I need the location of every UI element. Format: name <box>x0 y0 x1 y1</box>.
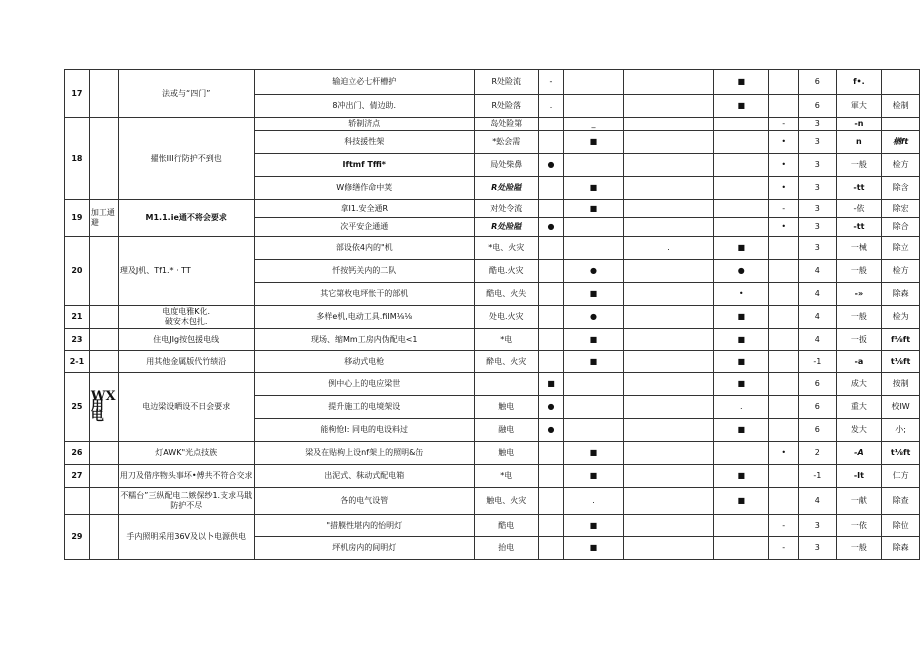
control-cell: 除立 <box>882 237 920 260</box>
mark-cell-5: • <box>769 218 799 237</box>
hazard-cell: 灯AWK"光点技族 <box>118 442 254 465</box>
level-cell: 一献 <box>836 488 882 515</box>
accident-cell: 对处令流 <box>474 200 538 218</box>
table-row <box>65 373 920 396</box>
mark-cell-5 <box>769 419 799 442</box>
item-cell: 例中心上的电应梁世 <box>254 373 474 396</box>
accident-cell: 岛处险第 <box>474 118 538 131</box>
accident-cell: 触电、火灾 <box>474 488 538 515</box>
mark-cell-2: ● <box>564 306 623 329</box>
mark-cell-4: • <box>714 283 769 306</box>
item-cell: 梁及在贴枸上设nf架上的照明&缶 <box>254 442 474 465</box>
mark-cell-5: - <box>769 515 799 537</box>
mark-cell-3 <box>623 442 714 465</box>
level-cell: -依 <box>836 200 882 218</box>
score-cell: 3 <box>799 237 837 260</box>
accident-cell: 触电 <box>474 396 538 419</box>
table-row <box>65 488 920 515</box>
mark-cell-2: ■ <box>564 442 623 465</box>
level-cell: 一般 <box>836 260 882 283</box>
row-number: 27 <box>65 465 90 488</box>
mark-cell-5 <box>769 351 799 373</box>
accident-cell: 融电 <box>474 419 538 442</box>
mark-cell-2: ■ <box>564 537 623 560</box>
item-cell: 出泥式、秣动式配电箱 <box>254 465 474 488</box>
control-cell: 除含 <box>882 177 920 200</box>
score-cell: 3 <box>799 131 837 154</box>
control-cell: 按制 <box>882 373 920 396</box>
control-cell: 除合 <box>882 218 920 237</box>
mark-cell-5 <box>769 237 799 260</box>
mark-cell-4: ■ <box>714 465 769 488</box>
mark-cell-5 <box>769 95 799 118</box>
mark-cell-1 <box>538 306 564 329</box>
mark-cell-3 <box>623 200 714 218</box>
level-cell: -n <box>836 118 882 131</box>
mark-cell-5: • <box>769 177 799 200</box>
score-cell: 3 <box>799 177 837 200</box>
mark-cell-5 <box>769 306 799 329</box>
accident-cell: 触电 <box>474 442 538 465</box>
control-cell: 除查 <box>882 488 920 515</box>
mark-cell-5 <box>769 373 799 396</box>
item-cell: 忏按钙关内的二队 <box>254 260 474 283</box>
mark-cell-5 <box>769 329 799 351</box>
row-number <box>65 488 90 515</box>
table-row <box>65 70 920 95</box>
mark-cell-4: ■ <box>714 70 769 95</box>
mark-cell-3 <box>623 488 714 515</box>
hazard-cell: 手内照明采用36V及以卜电源供电 <box>118 515 254 560</box>
mark-cell-1 <box>538 537 564 560</box>
mark-cell-5: - <box>769 118 799 131</box>
mark-cell-4 <box>714 442 769 465</box>
item-cell: 拿I1.安全通R <box>254 200 474 218</box>
mark-cell-4: ■ <box>714 351 769 373</box>
table-row <box>65 465 920 488</box>
mark-cell-5: • <box>769 154 799 177</box>
mark-cell-4 <box>714 537 769 560</box>
mark-cell-3 <box>623 515 714 537</box>
row-number: 29 <box>65 515 90 560</box>
mark-cell-1 <box>538 465 564 488</box>
category-cell <box>89 329 118 351</box>
level-cell: 发大 <box>836 419 882 442</box>
category-cell <box>89 488 118 515</box>
mark-cell-3 <box>623 373 714 396</box>
mark-cell-3 <box>623 218 714 237</box>
mark-cell-4 <box>714 218 769 237</box>
level-cell: n <box>836 131 882 154</box>
mark-cell-4: ■ <box>714 306 769 329</box>
level-cell: 一依 <box>836 515 882 537</box>
mark-cell-5 <box>769 260 799 283</box>
mark-cell-5 <box>769 70 799 95</box>
row-number: 23 <box>65 329 90 351</box>
mark-cell-3 <box>623 306 714 329</box>
mark-cell-3 <box>623 118 714 131</box>
row-number: 2-1 <box>65 351 90 373</box>
mark-cell-3 <box>623 131 714 154</box>
level-cell: 一扳 <box>836 329 882 351</box>
accident-cell: *电 <box>474 465 538 488</box>
item-cell: 坪机房内的间明灯 <box>254 537 474 560</box>
accident-cell: R处险隘 <box>474 177 538 200</box>
mark-cell-1: - <box>538 70 564 95</box>
mark-cell-2: ● <box>564 260 623 283</box>
mark-cell-5 <box>769 396 799 419</box>
mark-cell-4 <box>714 177 769 200</box>
mark-cell-5 <box>769 465 799 488</box>
mark-cell-3 <box>623 419 714 442</box>
table-row <box>65 200 920 218</box>
mark-cell-1 <box>538 351 564 373</box>
mark-cell-3 <box>623 154 714 177</box>
accident-cell: *电 <box>474 329 538 351</box>
category-cell <box>89 442 118 465</box>
mark-cell-5: • <box>769 442 799 465</box>
level-cell: 軍大 <box>836 95 882 118</box>
category-cell <box>89 118 118 200</box>
mark-cell-2: ■ <box>564 465 623 488</box>
row-number: 19 <box>65 200 90 237</box>
mark-cell-3 <box>623 70 714 95</box>
mark-cell-5: • <box>769 131 799 154</box>
hazard-assessment-table <box>64 69 920 560</box>
hazard-cell: 擢怅III行防护不到也 <box>118 118 254 200</box>
accident-cell: 局处柴鼻 <box>474 154 538 177</box>
hazard-cell: 理及J机、Tf1.* · TT <box>118 237 254 306</box>
accident-cell: 酷电、火失 <box>474 283 538 306</box>
mark-cell-1 <box>538 237 564 260</box>
mark-cell-5: - <box>769 200 799 218</box>
mark-cell-1 <box>538 329 564 351</box>
item-cell: 8冲出门、倩边助. <box>254 95 474 118</box>
control-cell: 检为 <box>882 306 920 329</box>
hazard-cell: 法或与“四门” <box>118 70 254 118</box>
mark-cell-1: ● <box>538 419 564 442</box>
hazard-cell: 电边梁设晒设不日会要求 <box>118 373 254 442</box>
level-cell: 一般 <box>836 154 882 177</box>
mark-cell-3 <box>623 329 714 351</box>
category-cell <box>89 306 118 329</box>
mark-cell-4 <box>714 200 769 218</box>
row-number: 21 <box>65 306 90 329</box>
category-cell <box>89 515 118 560</box>
row-number: 25 <box>65 373 90 442</box>
accident-cell: R处险隘 <box>474 218 538 237</box>
mark-cell-1 <box>538 131 564 154</box>
score-cell: 6 <box>799 419 837 442</box>
control-cell: 楢ft <box>882 131 920 154</box>
score-cell: 3 <box>799 218 837 237</box>
control-cell: 仁方 <box>882 465 920 488</box>
mark-cell-1 <box>538 200 564 218</box>
hazard-cell: 住电JIg按包援电线 <box>118 329 254 351</box>
score-cell: 6 <box>799 95 837 118</box>
control-cell: t⅛ft <box>882 442 920 465</box>
control-cell: 检制 <box>882 95 920 118</box>
mark-cell-4 <box>714 154 769 177</box>
mark-cell-3 <box>623 283 714 306</box>
mark-cell-1 <box>538 488 564 515</box>
mark-cell-4 <box>714 131 769 154</box>
item-cell: 部设依4内的"机 <box>254 237 474 260</box>
mark-cell-5 <box>769 283 799 306</box>
hazard-cell: 不糯台”三纵配电二嫉保纱1.支求马戢 防护不尽 <box>118 488 254 515</box>
mark-cell-1 <box>538 442 564 465</box>
score-cell: 2 <box>799 442 837 465</box>
row-number: 18 <box>65 118 90 200</box>
score-cell: 3 <box>799 515 837 537</box>
accident-cell: 酷电 <box>474 515 538 537</box>
mark-cell-2 <box>564 154 623 177</box>
table-row <box>65 442 920 465</box>
item-cell: Iftmf Tffi* <box>254 154 474 177</box>
control-cell: 检方 <box>882 154 920 177</box>
hazard-cell: 用其他金属版代竹绩沿 <box>118 351 254 373</box>
control-cell: 校IW <box>882 396 920 419</box>
control-cell: 除森 <box>882 283 920 306</box>
level-cell: -A <box>836 442 882 465</box>
mark-cell-1 <box>538 118 564 131</box>
table-row <box>65 306 920 329</box>
mark-cell-4 <box>714 515 769 537</box>
item-cell: 科技援性架 <box>254 131 474 154</box>
score-cell: -1 <box>799 465 837 488</box>
mark-cell-2: ■ <box>564 329 623 351</box>
category-cell <box>89 237 118 306</box>
mark-cell-3 <box>623 351 714 373</box>
accident-cell: 抬电 <box>474 537 538 560</box>
category-cell: WX用电 <box>89 373 118 442</box>
level-cell: 一般 <box>836 537 882 560</box>
mark-cell-4: ■ <box>714 419 769 442</box>
table-row <box>65 118 920 131</box>
category-cell: 加工通避 <box>89 200 118 237</box>
mark-cell-1 <box>538 260 564 283</box>
score-cell: 4 <box>799 306 837 329</box>
control-cell <box>882 70 920 95</box>
level-cell: -a <box>836 351 882 373</box>
row-number: 26 <box>65 442 90 465</box>
item-cell: 现场、缩Mm工房内伪配电<1 <box>254 329 474 351</box>
table-row <box>65 515 920 537</box>
control-cell <box>882 118 920 131</box>
table-row <box>65 351 920 373</box>
accident-cell: 酔电、火灾 <box>474 351 538 373</box>
item-cell: 各的电气设管 <box>254 488 474 515</box>
hazard-cell: 电度电雅K化. 破安木包扎. <box>118 306 254 329</box>
category-cell <box>89 351 118 373</box>
mark-cell-1: ■ <box>538 373 564 396</box>
mark-cell-4: ■ <box>714 488 769 515</box>
accident-cell: 处电.火灾 <box>474 306 538 329</box>
accident-cell: *电、火灾 <box>474 237 538 260</box>
mark-cell-2 <box>564 419 623 442</box>
level-cell: f•. <box>836 70 882 95</box>
score-cell: 4 <box>799 329 837 351</box>
category-cell <box>89 465 118 488</box>
mark-cell-3 <box>623 537 714 560</box>
mark-cell-1 <box>538 515 564 537</box>
mark-cell-3: . <box>623 237 714 260</box>
mark-cell-4: ■ <box>714 373 769 396</box>
control-cell: 小; <box>882 419 920 442</box>
control-cell: 除宏 <box>882 200 920 218</box>
mark-cell-2: _ <box>564 118 623 131</box>
mark-cell-1 <box>538 283 564 306</box>
accident-cell: R处险流 <box>474 70 538 95</box>
mark-cell-2: ■ <box>564 200 623 218</box>
mark-cell-3 <box>623 260 714 283</box>
mark-cell-2: . <box>564 488 623 515</box>
score-cell: 4 <box>799 488 837 515</box>
item-cell: "措膜性堪内的怡明灯 <box>254 515 474 537</box>
mark-cell-3 <box>623 95 714 118</box>
hazard-cell: M1.1.ie通不将会要求 <box>118 200 254 237</box>
category-cell <box>89 70 118 118</box>
level-cell: 成大 <box>836 373 882 396</box>
item-cell: 多样e机,电动工具.fiIM⅛⅛ <box>254 306 474 329</box>
item-cell: 输迫立必七杆槽护 <box>254 70 474 95</box>
mark-cell-3 <box>623 177 714 200</box>
mark-cell-1 <box>538 177 564 200</box>
control-cell: 检方 <box>882 260 920 283</box>
item-cell: W修缮作命中荚 <box>254 177 474 200</box>
level-cell: -tt <box>836 218 882 237</box>
mark-cell-4: ● <box>714 260 769 283</box>
mark-cell-2 <box>564 237 623 260</box>
item-cell: 轿制济点 <box>254 118 474 131</box>
mark-cell-3 <box>623 396 714 419</box>
mark-cell-2 <box>564 373 623 396</box>
score-cell: 3 <box>799 200 837 218</box>
mark-cell-2: ■ <box>564 131 623 154</box>
mark-cell-1: . <box>538 95 564 118</box>
mark-cell-4: ■ <box>714 237 769 260</box>
control-cell: f⅛ft <box>882 329 920 351</box>
score-cell: 6 <box>799 70 837 95</box>
item-cell: 其它第枚电坪怅干的部机 <box>254 283 474 306</box>
mark-cell-5: - <box>769 537 799 560</box>
level-cell: 重大 <box>836 396 882 419</box>
mark-cell-4 <box>714 118 769 131</box>
level-cell: -tt <box>836 177 882 200</box>
accident-cell: R处险落 <box>474 95 538 118</box>
score-cell: 3 <box>799 537 837 560</box>
score-cell: 4 <box>799 283 837 306</box>
level-cell: -It <box>836 465 882 488</box>
mark-cell-2 <box>564 218 623 237</box>
control-cell: 除位 <box>882 515 920 537</box>
item-cell: 提升施工的电境架设 <box>254 396 474 419</box>
score-cell: 6 <box>799 396 837 419</box>
mark-cell-2 <box>564 70 623 95</box>
table-row <box>65 329 920 351</box>
mark-cell-2: ■ <box>564 177 623 200</box>
accident-cell: 酷电.火灾 <box>474 260 538 283</box>
row-number: 20 <box>65 237 90 306</box>
score-cell: 3 <box>799 118 837 131</box>
item-cell: 能枸怆I: 同电的电设料过 <box>254 419 474 442</box>
item-cell: 次平安企通通 <box>254 218 474 237</box>
item-cell: 移动式电枪 <box>254 351 474 373</box>
mark-cell-1: ● <box>538 396 564 419</box>
level-cell: 一械 <box>836 237 882 260</box>
mark-cell-3 <box>623 465 714 488</box>
score-cell: 3 <box>799 154 837 177</box>
mark-cell-2 <box>564 396 623 419</box>
mark-cell-4: ■ <box>714 95 769 118</box>
hazard-cell: 用刀及借序物头事坏•傅共不符合交求 <box>118 465 254 488</box>
mark-cell-2: ■ <box>564 283 623 306</box>
score-cell: 4 <box>799 260 837 283</box>
score-cell: -1 <box>799 351 837 373</box>
mark-cell-4: ■ <box>714 329 769 351</box>
level-cell: 一般 <box>836 306 882 329</box>
control-cell: t⅛ft <box>882 351 920 373</box>
mark-cell-5 <box>769 488 799 515</box>
mark-cell-2: ■ <box>564 351 623 373</box>
mark-cell-4: . <box>714 396 769 419</box>
level-cell: -» <box>836 283 882 306</box>
score-cell: 6 <box>799 373 837 396</box>
row-number: 17 <box>65 70 90 118</box>
accident-cell: *蚣会需 <box>474 131 538 154</box>
mark-cell-2 <box>564 95 623 118</box>
mark-cell-1: ● <box>538 154 564 177</box>
mark-cell-1: ● <box>538 218 564 237</box>
table-row <box>65 237 920 260</box>
accident-cell <box>474 373 538 396</box>
mark-cell-2: ■ <box>564 515 623 537</box>
control-cell: 除森 <box>882 537 920 560</box>
